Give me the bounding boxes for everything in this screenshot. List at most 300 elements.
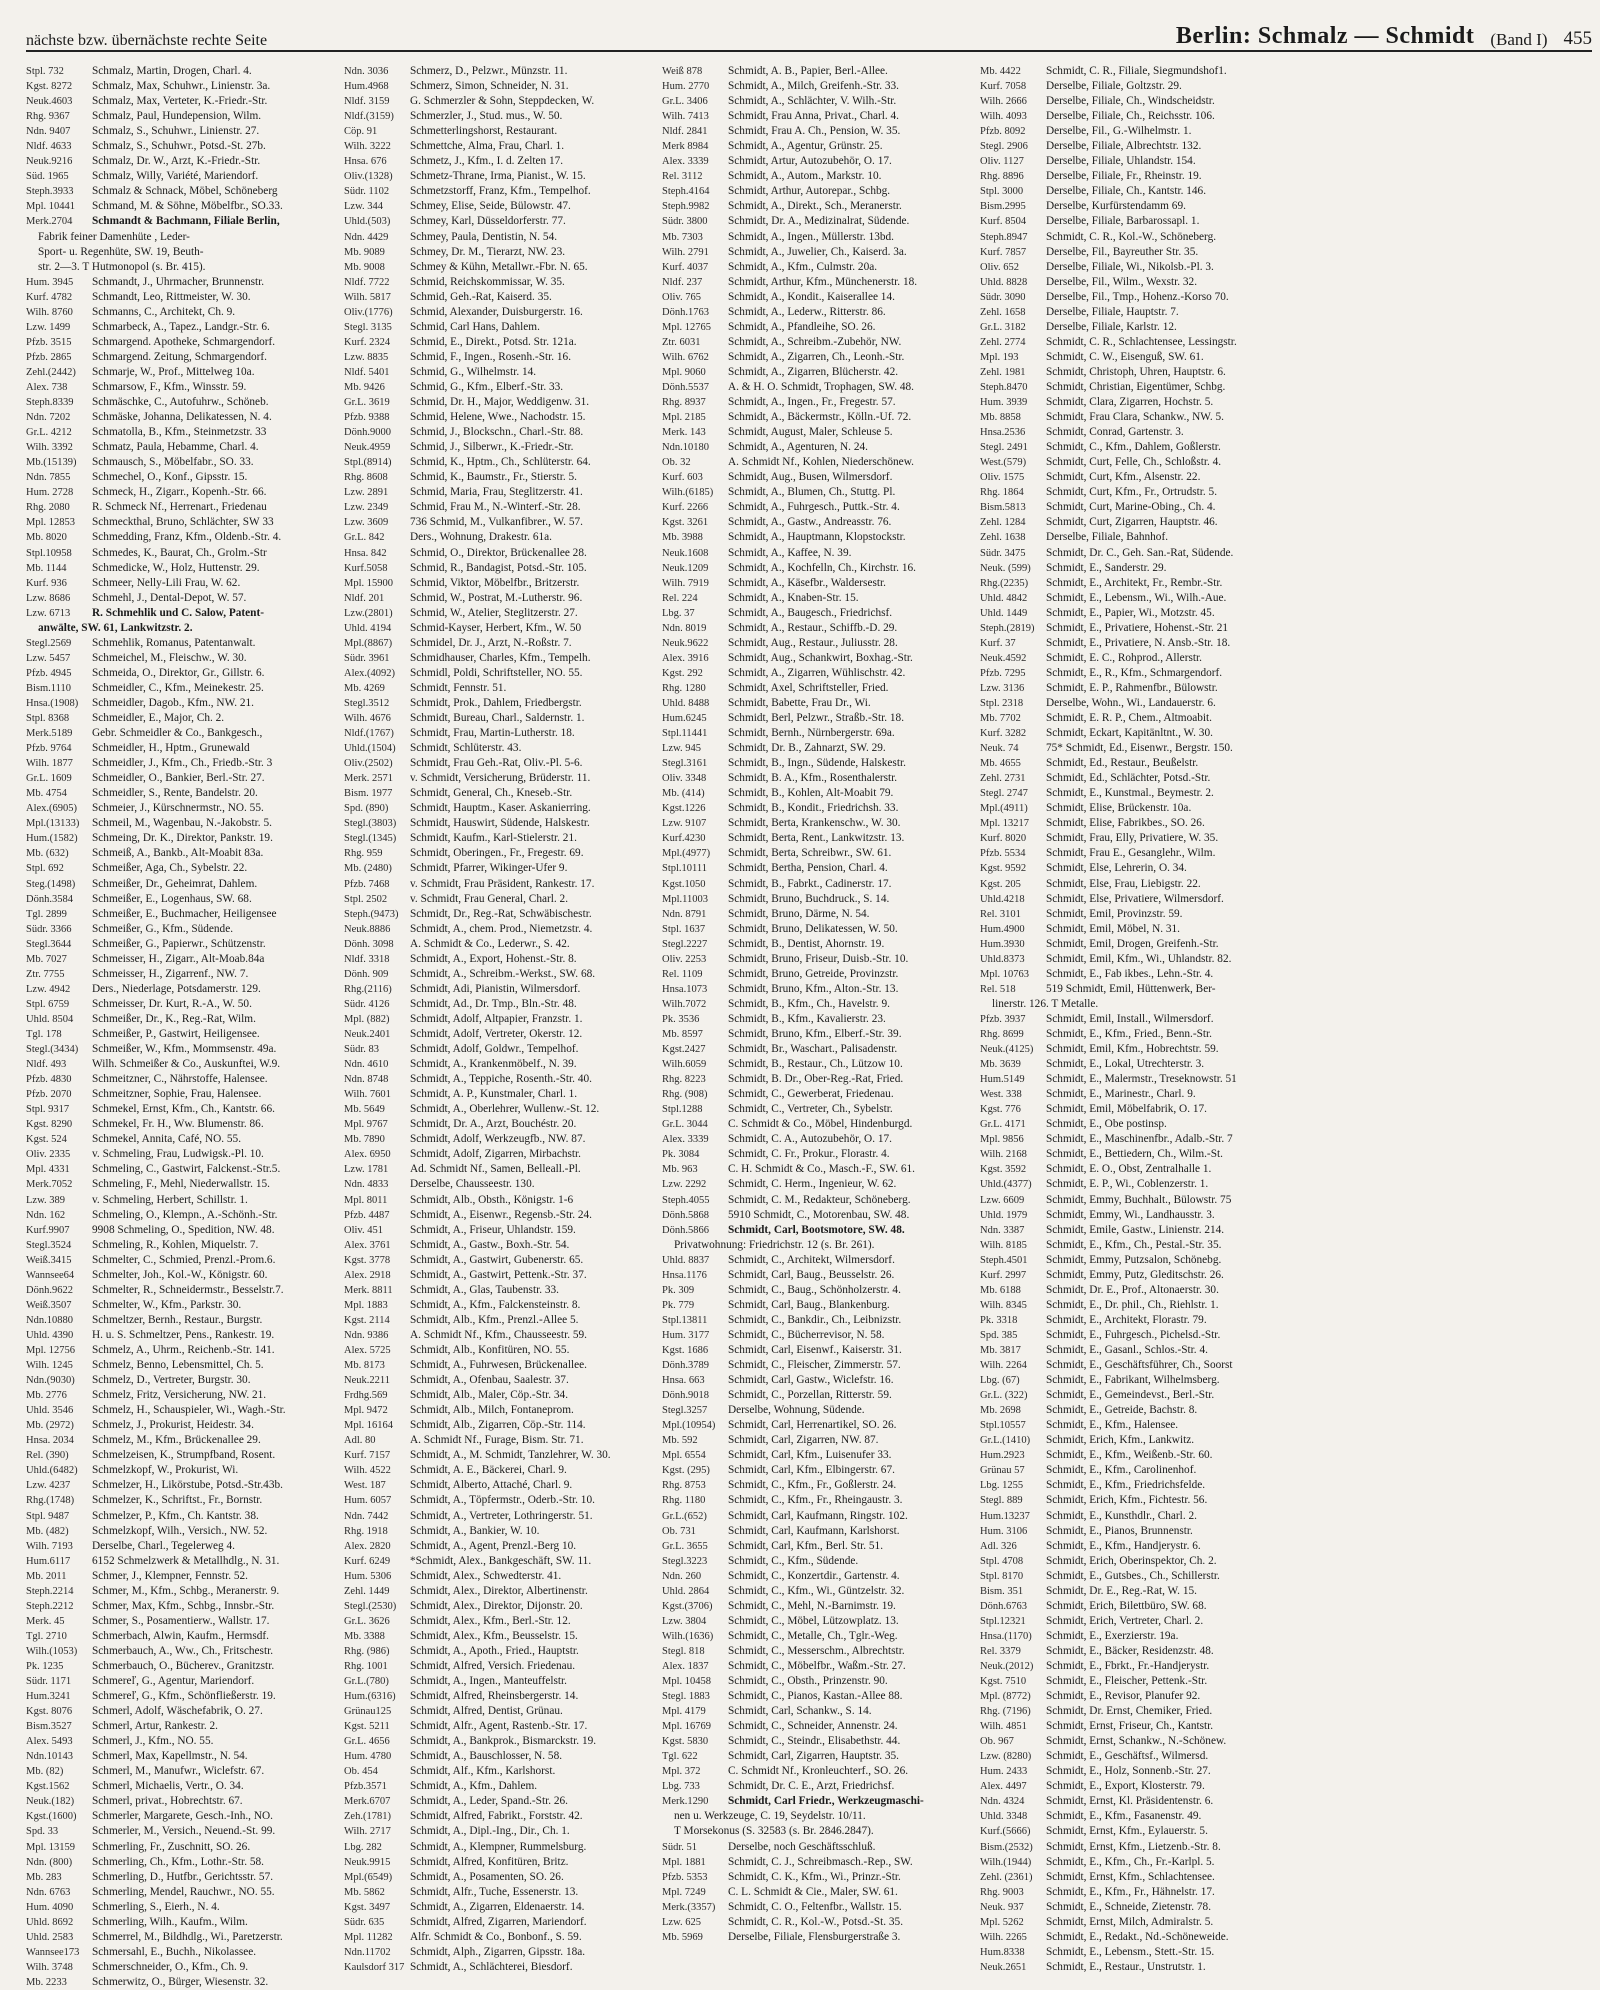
entry-text: Schmidt, A., Autom., Markstr. 10. — [728, 170, 882, 183]
entry-text: Schmidt, C., Bankdir., Ch., Leibnizstr. — [728, 1313, 902, 1326]
directory-entry — [662, 214, 972, 229]
phone-exchange-code: Alex. 2820 — [344, 1540, 391, 1552]
entry-text: Derselbe, Filiale, Wi., Nikolsb.-Pl. 3. — [1046, 260, 1214, 273]
entry-text: Schmidt, Alex., Kfm., Beusselstr. 15. — [410, 1629, 578, 1642]
directory-entry — [26, 1855, 336, 1870]
entry-text: Schmidt, E., Architekt, Florastr. 79. — [1046, 1313, 1207, 1326]
phone-exchange-code: Südr. 1102 — [344, 186, 390, 198]
phone-exchange-code: Ndn. 8748 — [344, 1074, 389, 1086]
directory-entry — [344, 260, 654, 275]
phone-exchange-code: Uhld. 8837 — [662, 1254, 710, 1266]
phone-exchange-code: Merk. 143 — [662, 427, 706, 439]
directory-column-2 — [344, 64, 654, 1973]
entry-text: Schmeling, C., Gastwirt, Falckenst.-Str.5. — [92, 1163, 281, 1176]
phone-exchange-code: Südr. 83 — [344, 1044, 380, 1056]
directory-entry — [662, 380, 972, 395]
entry-text: Schmidt, Alfred, Versich. Friedenau. — [410, 1659, 576, 1672]
entry-text: Schmidt, E., Privatiere, Hohenst.-Str. 21 — [1046, 621, 1228, 634]
entry-text: Schmidt, Dr. B., Zahnarzt, SW. 29. — [728, 742, 886, 755]
entry-text: Schmidt, Bureau, Charl., Saldernstr. 1. — [410, 712, 585, 725]
phone-exchange-code: Kgst. 8272 — [26, 81, 73, 93]
entry-text: Schmid, Geh.-Rat, Kaiserd. 35. — [410, 290, 552, 303]
entry-text: Schmelter, Joh., Kol.-W., Königstr. 60. — [92, 1268, 268, 1281]
directory-entry — [980, 771, 1290, 786]
entry-text: Schmidt, C. R., Kol.-W., Potsd.-St. 35. — [728, 1915, 904, 1928]
phone-exchange-code: Frdhg.569 — [344, 1390, 388, 1402]
directory-entry — [980, 1509, 1290, 1524]
phone-exchange-code: Lbg. (67) — [980, 1375, 1020, 1387]
entry-text: Schmidt, A., Kondit., Kaiserallee 14. — [728, 290, 895, 303]
entry-text: C. Schmidt & Co., Möbel, Hindenburgd. — [728, 1118, 913, 1131]
directory-entry — [26, 1870, 336, 1885]
directory-entry — [662, 1524, 972, 1539]
directory-entry — [980, 1870, 1290, 1885]
entry-text: Schmerler, Margarete, Gesch.-Inh., NO. — [92, 1810, 273, 1823]
directory-entry — [980, 1403, 1290, 1418]
entry-text: Schmidt, A., Posamenten, SO. 26. — [410, 1870, 564, 1883]
phone-exchange-code: Mpl.(13133) — [26, 818, 80, 830]
entry-text: Wilh. Schmeißer & Co., Auskunftei, W.9. — [92, 1058, 281, 1071]
entry-text: Schmarje, W., Prof., Mittelweg 10a. — [92, 365, 255, 378]
directory-entry — [26, 530, 336, 545]
entry-text: Schmidt, Emile, Gastw., Linienstr. 214. — [1046, 1223, 1225, 1236]
directory-entry — [26, 470, 336, 485]
directory-entry — [26, 786, 336, 801]
phone-exchange-code: Mpl. 12765 — [662, 321, 712, 333]
entry-text: Schmidt, Carl, Zigarren, NW. 87. — [728, 1434, 879, 1447]
directory-entry — [662, 786, 972, 801]
entry-text: Schmidt, A., Gastwirt, Pettenk.-Str. 37. — [410, 1268, 587, 1281]
directory-entry — [980, 1779, 1290, 1794]
directory-entry — [344, 1087, 654, 1102]
phone-exchange-code: Lzw. 945 — [662, 743, 701, 755]
phone-exchange-code: Mpl. 1881 — [662, 1856, 706, 1868]
directory-entry — [980, 199, 1290, 214]
directory-entry — [26, 199, 336, 214]
entry-text: Schmidt, Dr. C. E., Arzt, Friedrichsf. — [728, 1780, 895, 1793]
entry-text: Schmidt, E., Geschäftsführer, Ch., Soorst — [1046, 1359, 1233, 1372]
directory-entry — [344, 1794, 654, 1809]
entry-text: Schmidt, Curt, Kfm., Alsenstr. 22. — [1046, 471, 1201, 484]
phone-exchange-code: Ndn. 4610 — [344, 1059, 389, 1071]
directory-entry — [344, 320, 654, 335]
entry-text: Schmidt, Frau Geh.-Rat, Oliv.-Pl. 5-6. — [410, 757, 583, 770]
phone-exchange-code: Dönh.9622 — [26, 1284, 73, 1296]
entry-text: anwälte, SW. 61, Lankwitzstr. 2. — [38, 621, 193, 634]
directory-entry — [662, 651, 972, 666]
directory-entry — [980, 214, 1290, 229]
directory-entry — [344, 997, 654, 1012]
phone-exchange-code: Stegl.(2530) — [344, 1600, 397, 1612]
phone-exchange-code: Lzw.(2801) — [344, 607, 393, 619]
directory-entry — [980, 139, 1290, 154]
entry-text: Schmidt, Christian, Eigentümer, Schbg. — [1046, 380, 1226, 393]
directory-entry — [26, 952, 336, 967]
directory-entry — [980, 1584, 1290, 1599]
directory-entry — [344, 139, 654, 154]
phone-exchange-code: Merk.5189 — [26, 728, 73, 740]
entry-text: Schmidt, Curt, Marine-Obing., Ch. 4. — [1046, 501, 1216, 514]
phone-exchange-code: Mb. 5862 — [344, 1886, 385, 1898]
entry-text: Schmid, K., Baumstr., Fr., Stierstr. 5. — [410, 471, 577, 484]
phone-exchange-code: Neuk.2401 — [344, 1029, 391, 1040]
directory-entry — [344, 515, 654, 530]
phone-exchange-code: Stpl.12321 — [980, 1615, 1026, 1627]
entry-text: Schmeißer, G., Kfm., Südende. — [92, 922, 234, 935]
directory-entry — [344, 1238, 654, 1253]
entry-text: Schmetzstorff, Franz, Kfm., Tempelhof. — [410, 185, 591, 198]
directory-entry — [26, 1809, 336, 1824]
entry-text: A. Schmidt & Co., Lederwr., S. 42. — [410, 937, 570, 950]
phone-exchange-code: Neuk.(2012) — [980, 1660, 1034, 1672]
directory-entry — [662, 1704, 972, 1719]
phone-exchange-code: Lzw. 5457 — [26, 652, 71, 664]
directory-entry — [344, 1177, 654, 1192]
directory-entry — [980, 1463, 1290, 1478]
directory-entry — [662, 290, 972, 305]
phone-exchange-code: Pfzb. 7468 — [344, 878, 390, 890]
phone-exchange-code: Steph.2214 — [26, 1585, 74, 1597]
entry-text: Schmehlik, Romanus, Patentanwalt. — [92, 636, 256, 649]
entry-text: Schmidt, Bruno, Därme, N. 54. — [728, 907, 870, 920]
phone-exchange-code: Neuk. (599) — [980, 562, 1031, 574]
directory-entry — [662, 275, 972, 290]
phone-exchange-code: Alex. 4497 — [980, 1781, 1027, 1793]
phone-exchange-code: Bism. 1977 — [344, 788, 393, 800]
directory-entry — [26, 1554, 336, 1569]
entry-text: Schmeidler, S., Rente, Bandelstr. 20. — [92, 787, 258, 800]
phone-exchange-code: Steph.(2819) — [980, 622, 1035, 634]
phone-exchange-code: Lzw. 1499 — [26, 321, 71, 333]
phone-exchange-code: Rhg. 8753 — [662, 1480, 706, 1492]
phone-exchange-code: Mpl. 12853 — [26, 517, 76, 529]
phone-exchange-code: Rhg. 8937 — [662, 397, 706, 409]
entry-text: Schmelz, J., Prokurist, Heidestr. 34. — [92, 1419, 254, 1432]
phone-exchange-code: Mb.(15139) — [26, 457, 77, 469]
phone-exchange-code: Hum.6117 — [26, 1555, 71, 1567]
directory-entry — [662, 1328, 972, 1343]
entry-text: Schmidt, Elise, Brückenstr. 10a. — [1046, 802, 1192, 815]
entry-text: Schmidt, C. W., Eisenguß, SW. 61. — [1046, 350, 1204, 363]
entry-text: Schmidt, Clara, Zigarren, Hochstr. 5. — [1046, 396, 1214, 409]
directory-entry — [662, 245, 972, 260]
phone-exchange-code: Mb. 4655 — [980, 758, 1021, 770]
phone-exchange-code: Kgst. 3261 — [662, 517, 709, 529]
phone-exchange-code: Südr. 3800 — [662, 216, 708, 228]
directory-entry — [662, 952, 972, 967]
entry-text: Schmidt, E., Fbrkt., Fr.-Handjerystr. — [1046, 1659, 1210, 1672]
entry-text: linerstr. 126. T Metalle. — [992, 997, 1099, 1010]
entry-text: Schmidt, A., Kochfelln, Ch., Kirchstr. 16. — [728, 561, 916, 574]
directory-entry — [344, 1539, 654, 1554]
directory-column-4 — [980, 64, 1290, 1973]
entry-text: Schmidt, E., Fab ikbes., Lehn.-Str. 4. — [1046, 967, 1214, 980]
phone-exchange-code: Kgst. 9592 — [980, 863, 1027, 875]
directory-entry — [980, 561, 1290, 576]
directory-entry — [344, 154, 654, 169]
entry-text: Schmidt, Emil, Möbelfabrik, O. 17. — [1046, 1103, 1207, 1116]
directory-entry — [662, 1403, 972, 1418]
phone-exchange-code: Wilh. 4093 — [980, 111, 1027, 123]
entry-text: Schmerzler, J., Stud. mus., W. 50. — [410, 110, 563, 123]
entry-text: Schmettche, Alma, Frau, Charl. 1. — [410, 140, 565, 153]
phone-exchange-code: Pfzb. 2865 — [26, 351, 72, 363]
entry-text: Schmidt, E., Geschäftsf., Wilmersd. — [1046, 1750, 1209, 1763]
entry-text: Schmeißer, E., Buchmacher, Heiligensee — [92, 907, 277, 920]
phone-exchange-code: Steph.4055 — [662, 1194, 710, 1206]
entry-text: Schmidt, A., Ingen., Fr., Fregestr. 57. — [728, 396, 896, 409]
directory-entry — [344, 1734, 654, 1749]
phone-exchange-code: Rhg. 9003 — [980, 1886, 1024, 1898]
directory-entry — [662, 1343, 972, 1358]
directory-entry — [662, 94, 972, 109]
phone-exchange-code: Pfzb. 5353 — [662, 1871, 708, 1883]
directory-entry — [26, 94, 336, 109]
entry-text: Schmey, Karl, Düsseldorferstr. 77. — [410, 215, 566, 228]
directory-entry — [26, 1463, 336, 1478]
entry-text: Schmidt, Alfred, Dentist, Grünau. — [410, 1705, 563, 1718]
phone-exchange-code: Lbg. 733 — [662, 1781, 700, 1793]
directory-entry — [26, 214, 336, 229]
phone-exchange-code: Gr.L. 1609 — [26, 773, 72, 785]
entry-text: Schmidt, A., Schlächter, V. Wilh.-Str. — [728, 95, 897, 108]
directory-entry — [344, 1433, 654, 1448]
entry-text: Schmidt, C. R., Filiale, Siegmundshof1. — [1046, 65, 1227, 77]
directory-entry — [26, 1975, 336, 1990]
directory-entry — [26, 275, 336, 290]
directory-entry — [662, 1238, 972, 1253]
directory-entry — [662, 1509, 972, 1524]
phone-exchange-code: Lzw. 2349 — [344, 502, 389, 514]
phone-exchange-code: Gr.L. 3182 — [980, 321, 1026, 333]
entry-text: Schmidt, E., Kfm., Friedrichsfelde. — [1046, 1479, 1206, 1492]
directory-entry — [662, 305, 972, 320]
directory-entry — [344, 861, 654, 876]
phone-exchange-code: Südr. 3090 — [980, 291, 1026, 303]
directory-entry — [344, 1057, 654, 1072]
directory-entry — [344, 621, 654, 636]
directory-entry — [26, 109, 336, 124]
directory-entry — [344, 1719, 654, 1734]
entry-text: Schmekel, Ernst, Kfm., Ch., Kantstr. 66. — [92, 1103, 275, 1116]
phone-exchange-code: Lzw. 2891 — [344, 487, 389, 499]
phone-exchange-code: Wilh. 7601 — [344, 1089, 391, 1101]
entry-text: Schmidt, B., Fabrkt., Cadinerstr. 17. — [728, 877, 892, 890]
phone-exchange-code: Stegl.2227 — [662, 938, 708, 950]
entry-text: Ad. Schmidt Nf., Samen, Belleall.-Pl. — [410, 1163, 581, 1176]
directory-entry — [980, 1223, 1290, 1238]
entry-text: Schmerbauch, O., Bücherev., Granitzstr. — [92, 1659, 275, 1672]
directory-entry — [344, 726, 654, 741]
phone-exchange-code: Mb. 9426 — [344, 381, 385, 393]
directory-entry — [980, 320, 1290, 335]
entry-text: Schmidt, C., Architekt, Wilmersdorf. — [728, 1253, 895, 1266]
phone-exchange-code: Tgl. 2710 — [26, 1630, 67, 1642]
phone-exchange-code: Dönh.3789 — [662, 1360, 709, 1372]
entry-text: Schmeidler, O., Bankier, Berl.-Str. 27. — [92, 772, 265, 785]
phone-exchange-code: Weiß.3507 — [26, 1299, 72, 1311]
phone-exchange-code: Mpl. 9472 — [344, 1405, 388, 1417]
phone-exchange-code: Mpl. 1883 — [344, 1299, 388, 1311]
phone-exchange-code: Stegl.2569 — [26, 637, 72, 649]
phone-exchange-code: Lzw. 389 — [26, 1194, 65, 1206]
entry-text: Schmidt, Alex., Schwedterstr. 41. — [410, 1569, 562, 1582]
directory-entry — [344, 365, 654, 380]
directory-entry — [980, 846, 1290, 861]
phone-exchange-code: Wilh.7072 — [662, 998, 707, 1010]
phone-exchange-code: Uhld. 3348 — [980, 1811, 1028, 1823]
entry-text: Schmidt, A., Gastw., Boxh.-Str. 54. — [410, 1238, 570, 1251]
phone-exchange-code: Gr.L. 3406 — [662, 96, 708, 108]
entry-text: Schmidel, Dr. J., Arzt, N.-Roßstr. 7. — [410, 636, 572, 649]
phone-exchange-code: Lzw. 9107 — [662, 818, 707, 830]
entry-text: Schmidt, E., Gasanl., Schlos.-Str. 4. — [1046, 1343, 1208, 1356]
phone-exchange-code: Zehl. 1638 — [980, 532, 1026, 544]
phone-exchange-code: Nldf.(1767) — [344, 728, 394, 740]
phone-exchange-code: Kgst. 7510 — [980, 1676, 1027, 1688]
phone-exchange-code: Wannsee64 — [26, 1269, 75, 1281]
entry-text: Schmidt, Carl, Zigarren, Hauptstr. 35. — [728, 1750, 899, 1763]
phone-exchange-code: Uhld. 2583 — [26, 1931, 74, 1943]
directory-entry — [662, 1388, 972, 1403]
phone-exchange-code: Oliv. 3348 — [662, 773, 707, 785]
entry-text: Derselbe, Filiale, Fr., Rheinstr. 19. — [1046, 170, 1202, 183]
phone-exchange-code: Rhg. (908) — [662, 1089, 708, 1101]
entry-text: Schmidt, Bruno, Delikatessen, W. 50. — [728, 922, 898, 935]
phone-exchange-code: Zehl. 2774 — [980, 336, 1026, 348]
phone-exchange-code: Ob. 32 — [662, 457, 691, 469]
phone-exchange-code: Stpl.10958 — [26, 547, 72, 559]
phone-exchange-code: Alex. 3761 — [344, 1239, 391, 1251]
directory-entry — [980, 154, 1290, 169]
entry-text: Schmidt, Dr. E., Reg.-Rat, W. 15. — [1046, 1584, 1197, 1597]
phone-exchange-code: Nldf. 4633 — [26, 141, 72, 153]
directory-entry — [344, 64, 654, 79]
entry-text: Schmidt, E., Export, Klosterstr. 79. — [1046, 1780, 1205, 1793]
directory-entry — [26, 831, 336, 846]
entry-text: Schmerl, privat., Hobrechtstr. 67. — [92, 1795, 243, 1808]
phone-exchange-code: Ndn. 3387 — [980, 1224, 1025, 1236]
entry-text: v. Schmidt, Versicherung, Brüderstr. 11. — [410, 772, 591, 785]
entry-text: Schmerling, D., Hutfbr., Gerichtsstr. 57. — [92, 1870, 274, 1883]
phone-exchange-code: Mb. 2698 — [980, 1405, 1021, 1417]
directory-entry — [26, 440, 336, 455]
phone-exchange-code: Hum. 5306 — [344, 1570, 392, 1582]
directory-entry — [344, 440, 654, 455]
phone-exchange-code: Spd. 385 — [980, 1329, 1018, 1341]
phone-exchange-code: Neuk.(182) — [26, 1796, 75, 1808]
phone-exchange-code: Hum.13237 — [980, 1510, 1030, 1522]
phone-exchange-code: Zehl. 1449 — [344, 1585, 390, 1597]
entry-text: Schmidt, Alfr., Tuche, Essenerstr. 13. — [410, 1885, 579, 1898]
phone-exchange-code: Lbg. 37 — [662, 607, 695, 619]
directory-entry — [26, 1478, 336, 1493]
entry-text: Schmidt, Emil, Möbel, N. 31. — [1046, 922, 1180, 935]
directory-entry — [980, 621, 1290, 636]
entry-text: Schmidt, A., Bankprok., Bismarckstr. 19. — [410, 1735, 597, 1748]
entry-text: Schmatz, Paula, Hebamme, Charl. 4. — [92, 441, 259, 454]
phone-exchange-code: Merk.1290 — [662, 1796, 709, 1808]
entry-text: Schmidt, Emmy, Putzsalon, Schönebg. — [1046, 1253, 1222, 1266]
phone-exchange-code: Stpl. 6759 — [26, 998, 70, 1010]
phone-exchange-code: Stegl.3257 — [662, 1405, 708, 1417]
entry-text: Schmidt, Dr. C., Geh. San.-Rat, Südende. — [1046, 546, 1234, 559]
entry-text: Schmerz, Simon, Schneider, N. 31. — [410, 80, 569, 93]
phone-exchange-code: Hnsa. 2034 — [26, 1435, 74, 1447]
entry-text: Schmidt, C., Kfm., Südende. — [728, 1554, 859, 1567]
phone-exchange-code: Tgl. 178 — [26, 1029, 62, 1040]
directory-entry — [344, 982, 654, 997]
directory-entry — [344, 771, 654, 786]
phone-exchange-code: Mpl. 10441 — [26, 201, 76, 213]
phone-exchange-code: Mpl.(10954) — [662, 1420, 716, 1432]
phone-exchange-code: Gr.L. 842 — [344, 532, 385, 544]
directory-entry — [980, 1554, 1290, 1569]
entry-text: Schmidt, Adolf, Vertreter, Okerstr. 12. — [410, 1028, 583, 1040]
phone-exchange-code: Ztr. 7755 — [26, 968, 65, 980]
phone-exchange-code: Wilh.(1053) — [26, 1645, 78, 1657]
directory-entry — [662, 515, 972, 530]
entry-text: Schmeißer, G., Papierwr., Schützenstr. — [92, 937, 266, 950]
entry-text: Schmidt, E., Bettiedern, Ch., Wilm.-St. — [1046, 1148, 1223, 1161]
entry-text: Schmerwitz, O., Bürger, Wiesenstr. 32. — [92, 1975, 269, 1988]
phone-exchange-code: Mb. 8173 — [344, 1360, 385, 1372]
entry-text: Schmidt, C., Vertreter, Ch., Sybelstr. — [728, 1103, 893, 1116]
phone-exchange-code: Mb. 5969 — [662, 1931, 703, 1943]
entry-text: Schmidt, C., Mehl, N.-Barnimstr. 19. — [728, 1599, 896, 1612]
phone-exchange-code: Steg.(1498) — [26, 878, 76, 890]
entry-text: Schmid, E., Direkt., Potsd. Str. 121a. — [410, 335, 577, 348]
phone-exchange-code: Rhg. 959 — [344, 848, 383, 860]
phone-exchange-code: Pfzb. 4487 — [344, 1209, 390, 1221]
directory-entry — [662, 199, 972, 214]
phone-exchange-code: Grünau125 — [344, 1706, 392, 1718]
directory-entry — [26, 606, 336, 621]
directory-entry — [344, 1117, 654, 1132]
directory-entry — [344, 1358, 654, 1373]
entry-text: Schmidt, C., Kfm., Fr., Goßlerstr. 24. — [728, 1479, 897, 1492]
entry-text: Schmerbauch, A., Ww., Ch., Fritschestr. — [92, 1644, 274, 1657]
phone-exchange-code: Ndn. 4833 — [344, 1179, 389, 1191]
directory-entry — [662, 1132, 972, 1147]
directory-entry — [662, 154, 972, 169]
directory-column-1 — [26, 64, 336, 1988]
directory-entry — [344, 1147, 654, 1162]
directory-entry — [980, 907, 1290, 922]
directory-entry — [26, 305, 336, 320]
directory-entry — [662, 756, 972, 771]
directory-entry — [344, 1027, 654, 1042]
directory-entry — [26, 1027, 336, 1042]
directory-entry — [26, 380, 336, 395]
phone-exchange-code: Neuk.9622 — [662, 637, 709, 649]
entry-text: Schmidt, Oberingen., Fr., Fregestr. 69. — [410, 847, 584, 860]
directory-entry — [344, 1162, 654, 1177]
directory-entry — [662, 1298, 972, 1313]
phone-exchange-code: Ob. 731 — [662, 1525, 696, 1537]
entry-text: Schmidt, B., Kondit., Friedrichsh. 33. — [728, 802, 899, 815]
phone-exchange-code: Lzw. 8835 — [344, 351, 389, 363]
phone-exchange-code: Mb. 8020 — [26, 532, 67, 544]
entry-text: Schmidt, C., Möbel, Lützowplatz. 13. — [728, 1614, 899, 1627]
directory-entry — [344, 1012, 654, 1027]
directory-entry — [26, 1945, 336, 1960]
directory-entry — [26, 1614, 336, 1629]
phone-exchange-code: Hnsa.(1908) — [26, 697, 79, 709]
entry-text: Schmidt, C. Fr., Prokur., Florastr. 4. — [728, 1148, 890, 1161]
phone-exchange-code: Kgst. 524 — [26, 1134, 67, 1146]
entry-text: Schmidt, E., Marinestr., Charl. 9. — [1046, 1088, 1196, 1101]
